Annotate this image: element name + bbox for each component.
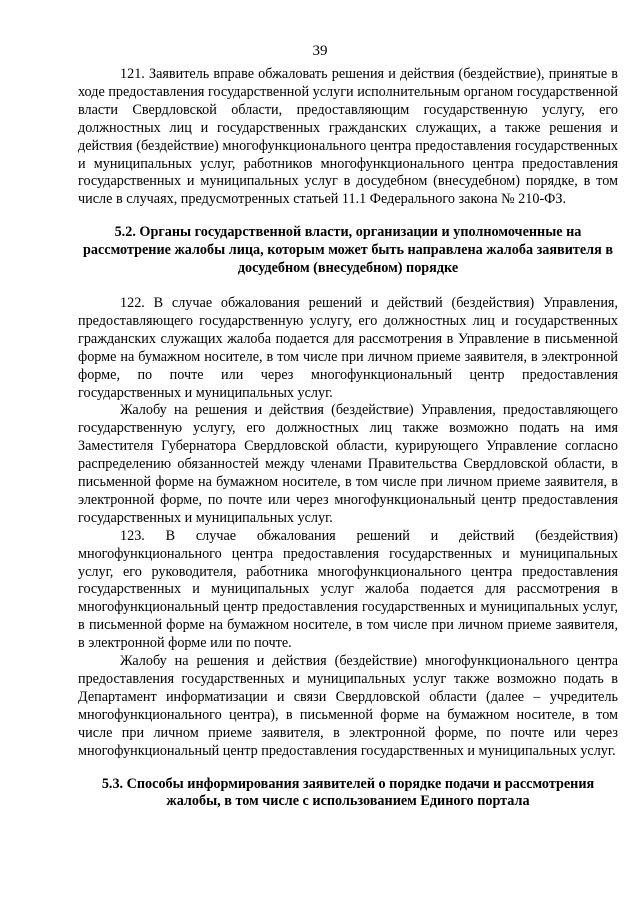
document-body [78,66,618,811]
paragraph-123-continued: Жалобу на решения и действия (бездействие) многофункционального центра предоставления государственных и муниципальных услуг также возможно подать в Департамент информатизации и связи Свердловской области (далее – учредитель многофункционального центра), в письменной форме на бумажном носителе, в том числе при личном приеме заявителя, в электронной форме, по почте или через многофункциональный центр предоставления государственных и муниципальных услуг. [78,653,618,759]
section-heading-5-3: 5.3. Способы информирования заявителей о порядке подачи и рассмотрения жалобы, в том числе с использованием Единого портала [101,775,595,810]
section-heading-5-2: 5.2. Органы государственной власти, организации и уполномоченные на рассмотрение жалобы лица, которым может быть направлена жалоба заявителя в досудебном (внесудебном) порядке [82,224,614,277]
paragraph-122: 122. В случае обжалования решений и действий (бездействия) Управления, предоставляющего государственную услугу, его должностных лиц и государственных гражданских служащих жалоба подается для рассмотрения в Управление в письменной форме на бумажном носителе, в том числе при личном приеме заявителя, в электронной форме, по почте или через многофункциональный центр предоставления государственных и муниципальных услуг. [78,294,618,401]
paragraph-123: 123. В случае обжалования решений и действий (бездействия) многофункционального центра предоставления государственных и муниципальных услуг, его руководителя, работника многофункционального центра предоставления государственных и муниципальных услуг жалоба подается для рассмотрения в многофункциональный центр предоставления государственных и муниципальных услуг, в письменной форме на бумажном носителе, в том числе при личном приеме заявителя, в электронной форме или по почте. [78,527,618,652]
paragraph-122-continued: Жалобу на решения и действия (бездействие) Управления, предоставляющего государственную услугу, его должностных лиц также возможно подать на имя Заместителя Губернатора Свердловской области, курирующего Управление согласно распределению обязанностей между членами Правительства Свердловской области, в письменной форме на бумажном носителе, в том числе при личном приеме заявителя, в электронной форме, по почте или через многофункциональный центр предоставления государственных и муниципальных услуг. [78,402,618,526]
paragraph-121: 121. Заявитель вправе обжаловать решения и действия (бездействие), принятые в ходе предоставления государственной услуги исполнительным органом государственной власти Свердловской области, предоставляющим государственную услугу, его должностных лиц и государственных гражданских служащих, а также решения и действия (бездействие) многофункционального центра предоставления государственных и муниципальных услуг, работников многофункционального центра предоставления государственных и муниципальных услуг в досудебном (внесудебном) порядке, в том числе в случаях, предусмотренных статьей 11.1 Федерального закона № 210-ФЗ. [78,66,618,208]
page-number: 39 [312,43,328,59]
